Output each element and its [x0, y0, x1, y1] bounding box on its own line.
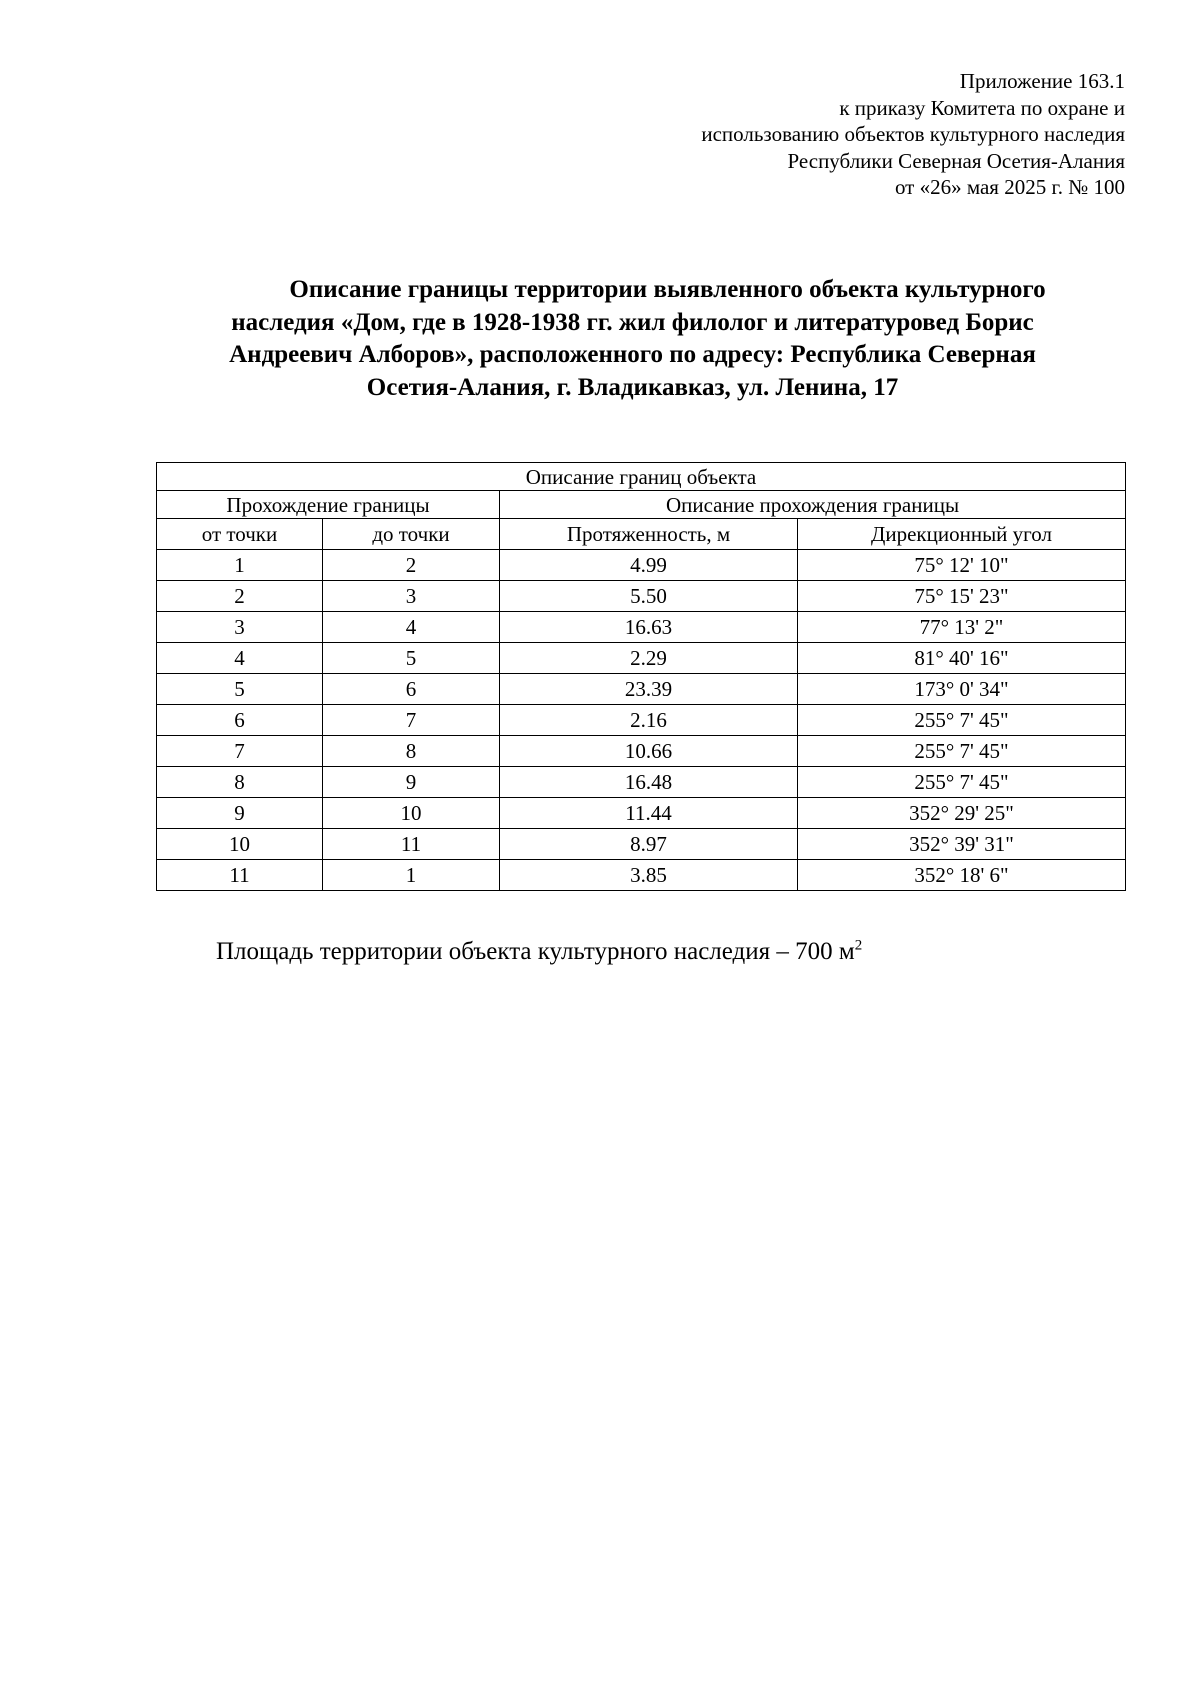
column-header-to-point: до точки [323, 519, 500, 550]
appendix-line: Республики Северная Осетия-Алания [787, 148, 1125, 173]
cell-direction-angle: 255° 7' 45" [798, 705, 1126, 736]
cell-length: 11.44 [500, 798, 798, 829]
cell-to-point: 1 [323, 860, 500, 891]
table-row [157, 581, 1126, 612]
cell-from-point: 3 [157, 612, 323, 643]
table-row [157, 550, 1126, 581]
table-row [157, 798, 1126, 829]
cell-to-point: 9 [323, 767, 500, 798]
cell-direction-angle: 77° 13' 2" [798, 612, 1126, 643]
table-caption-row [157, 463, 1126, 491]
title-line: наследия «Дом, где в 1928-1938 гг. жил филолог и литературовед Борис [231, 308, 1034, 336]
column-header-from-point: от точки [157, 519, 323, 550]
table-row [157, 767, 1126, 798]
cell-direction-angle: 352° 39' 31" [798, 829, 1126, 860]
cell-direction-angle: 75° 12' 10" [798, 550, 1126, 581]
cell-direction-angle: 352° 29' 25" [798, 798, 1126, 829]
cell-direction-angle: 255° 7' 45" [798, 767, 1126, 798]
cell-length: 2.16 [500, 705, 798, 736]
appendix-line: от «26» мая 2025 г. № 100 [894, 175, 1125, 199]
cell-length: 10.66 [500, 736, 798, 767]
cell-length: 16.48 [500, 767, 798, 798]
cell-to-point: 4 [323, 612, 500, 643]
cell-length: 5.50 [500, 581, 798, 612]
table-column-header-row [157, 519, 1126, 550]
cell-from-point: 7 [157, 736, 323, 767]
document-title [170, 274, 1095, 404]
cell-from-point: 6 [157, 705, 323, 736]
group-header-boundary-passage: Прохождение границы [157, 491, 500, 519]
cell-length: 23.39 [500, 674, 798, 705]
cell-from-point: 8 [157, 767, 323, 798]
cell-to-point: 2 [323, 550, 500, 581]
cell-from-point: 1 [157, 550, 323, 581]
cell-to-point: 7 [323, 705, 500, 736]
area-unit-superscript: 2 [854, 937, 863, 954]
table-row [157, 860, 1126, 891]
table-row [157, 643, 1126, 674]
appendix-line: Приложение 163.1 [959, 69, 1125, 93]
cell-to-point: 6 [323, 674, 500, 705]
cell-from-point: 9 [157, 798, 323, 829]
group-header-passage-description: Описание прохождения границы [500, 491, 1126, 519]
cell-from-point: 5 [157, 674, 323, 705]
column-header-length: Протяженность, м [500, 519, 798, 550]
cell-direction-angle: 173° 0' 34" [798, 674, 1126, 705]
column-header-direction-angle: Дирекционный угол [798, 519, 1126, 550]
cell-length: 4.99 [500, 550, 798, 581]
cell-direction-angle: 81° 40' 16" [798, 643, 1126, 674]
cell-to-point: 5 [323, 643, 500, 674]
cell-to-point: 8 [323, 736, 500, 767]
area-text: Площадь территории объекта культурного наследия – 700 м [216, 938, 855, 965]
cell-direction-angle: 75° 15' 23" [798, 581, 1126, 612]
cell-length: 16.63 [500, 612, 798, 643]
cell-from-point: 11 [157, 860, 323, 891]
boundary-table [156, 462, 1126, 891]
area-statement [216, 938, 862, 966]
cell-from-point: 4 [157, 643, 323, 674]
table-row [157, 705, 1126, 736]
cell-direction-angle: 352° 18' 6" [798, 860, 1126, 891]
table-group-header-row [157, 491, 1126, 519]
title-line: Андреевич Алборов», расположенного по адресу: Республика Северная [229, 341, 1036, 368]
appendix-block [565, 68, 1125, 201]
cell-length: 3.85 [500, 860, 798, 891]
cell-to-point: 10 [323, 798, 500, 829]
table-row [157, 674, 1126, 705]
cell-length: 8.97 [500, 829, 798, 860]
table-row [157, 829, 1126, 860]
cell-to-point: 11 [323, 829, 500, 860]
cell-to-point: 3 [323, 581, 500, 612]
cell-from-point: 2 [157, 581, 323, 612]
appendix-line: использованию объектов культурного наследия [701, 122, 1125, 146]
cell-direction-angle: 255° 7' 45" [798, 736, 1126, 767]
cell-length: 2.29 [500, 643, 798, 674]
table-row [157, 736, 1126, 767]
appendix-line: к приказу Комитета по охране и [839, 95, 1125, 120]
title-line: Осетия-Алания, г. Владикавказ, ул. Ленина, 17 [366, 373, 899, 401]
cell-from-point: 10 [157, 829, 323, 860]
table-caption: Описание границ объекта [157, 463, 1126, 491]
table-row [157, 612, 1126, 643]
title-line: Описание границы территории выявленного объекта культурного [289, 276, 1046, 303]
